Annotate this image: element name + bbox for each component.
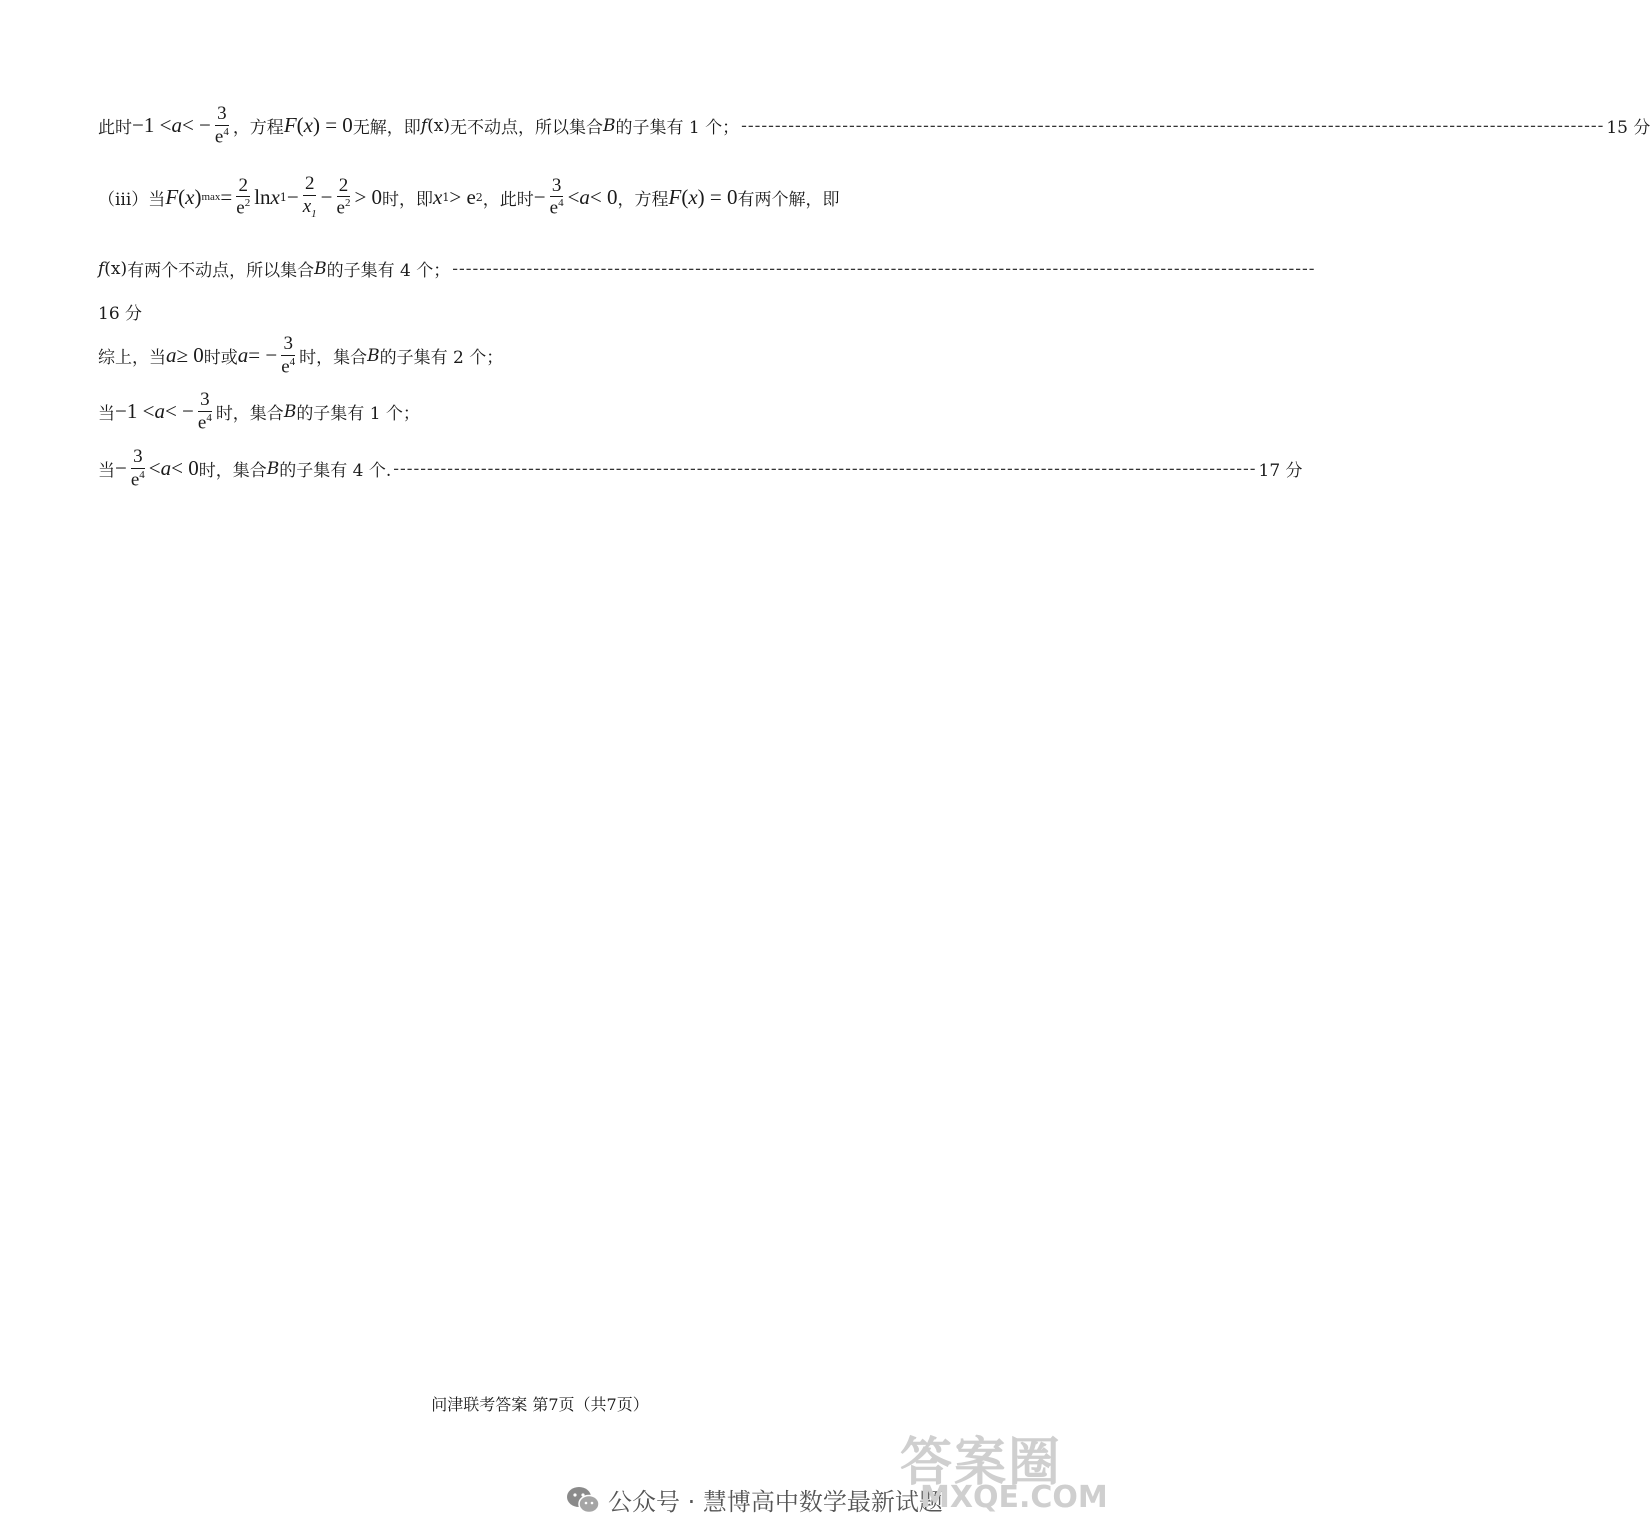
wechat-icon	[566, 1486, 600, 1514]
score-label: 16 分	[98, 304, 143, 324]
summary-line-3: 当 − $\frac{3}{e^4}$ < a < 0 时，集合 B 的子集有 4 个. ----- 17 分	[98, 447, 980, 490]
solution-line-4	[98, 299, 980, 324]
var-F: F	[283, 113, 297, 138]
var-a: a	[171, 113, 182, 138]
text: 此时	[98, 118, 132, 139]
site-logo-watermark: 答案圈 MXQE.COM	[900, 1433, 1108, 1515]
text: 时或	[203, 348, 238, 369]
text: 综上，当	[98, 348, 166, 369]
text: ，此时	[482, 189, 534, 210]
text: ，方程	[617, 189, 669, 210]
text: 有两个解，即	[737, 189, 840, 210]
watermark	[566, 1482, 943, 1517]
page-footer: 问津联考答案 第7页（共7页）	[431, 1395, 649, 1414]
summary-line-2: 当 −1 < a < − $\frac{3}{e^4}$ 时，集合 B 的子集有 1 个；	[98, 389, 420, 434]
fraction: $\frac{2}{x_1}$	[302, 173, 317, 220]
fraction: $\frac{2}{e^2}$	[236, 174, 251, 219]
dash-leader	[393, 459, 1256, 479]
fraction: $\frac{3}{e^4}$	[281, 333, 296, 378]
text: 无不动点，所以集合	[449, 118, 603, 139]
text: 时，集合	[198, 461, 267, 482]
watermark-text: 公众号 · 慧博高中数学最新试题	[608, 1488, 943, 1516]
text: 的子集有 4 个.	[279, 461, 392, 482]
solution-line-2: （iii）当 F ( x ) max = $\frac{2}{e^2}$ ln x 1 − $\frac{2}{x_1}$ − $\frac{2}{e^2}$ > 0 时，即 x 1 > e 2 ，此时 − $\frac{3}{e^4}$ < a < 0 ，方程 F ( x ) = 0 有两个解，即	[98, 173, 840, 220]
text: 时，集合	[215, 404, 284, 425]
text: 当	[98, 461, 115, 482]
dash-leader	[452, 259, 1315, 279]
text: （iii）当	[98, 189, 166, 210]
text: 时，即	[382, 189, 434, 210]
text: 时，集合	[299, 348, 368, 369]
fraction: $\frac{3}{e^4}$	[214, 103, 229, 148]
text: ，方程	[232, 118, 284, 139]
dash-leader	[741, 116, 1604, 136]
text: 无解，即	[352, 118, 421, 139]
text: 的子集有 2 个；	[379, 348, 504, 369]
text: 的子集有 1 个；	[296, 404, 420, 425]
math: < −	[181, 113, 211, 138]
text: 的子集有 1 个；	[615, 118, 740, 139]
math: −1 <	[132, 113, 172, 138]
text: 有两个不动点，所以集合	[127, 261, 315, 281]
fraction: $\frac{3}{e^4}$	[549, 174, 564, 219]
solution-line-3: f (x) 有两个不动点，所以集合 B 的子集有 4 个； -----	[98, 256, 980, 281]
text: 的子集有 4 个；	[326, 261, 451, 281]
solution-line-1: 此时 −1 < a < − $\frac{3}{e^4}$ ，方程 F ( x ) = 0 无解，即 f (x) 无不动点，所以集合 B 的子集有 1 个； ----- 15 分	[98, 104, 980, 147]
fraction: $\frac{3}{e^4}$	[130, 446, 145, 491]
score-label: 15 分	[1606, 118, 1650, 139]
fraction: $\frac{3}{e^4}$	[197, 389, 212, 434]
text: 当	[98, 404, 115, 425]
summary-line-1: 综上，当 a ≥ 0 时或 a = − $\frac{3}{e^4}$ 时，集合 B 的子集有 2 个；	[98, 333, 504, 378]
fraction: $\frac{2}{e^2}$	[336, 174, 351, 219]
score-label: 17 分	[1258, 461, 1303, 482]
